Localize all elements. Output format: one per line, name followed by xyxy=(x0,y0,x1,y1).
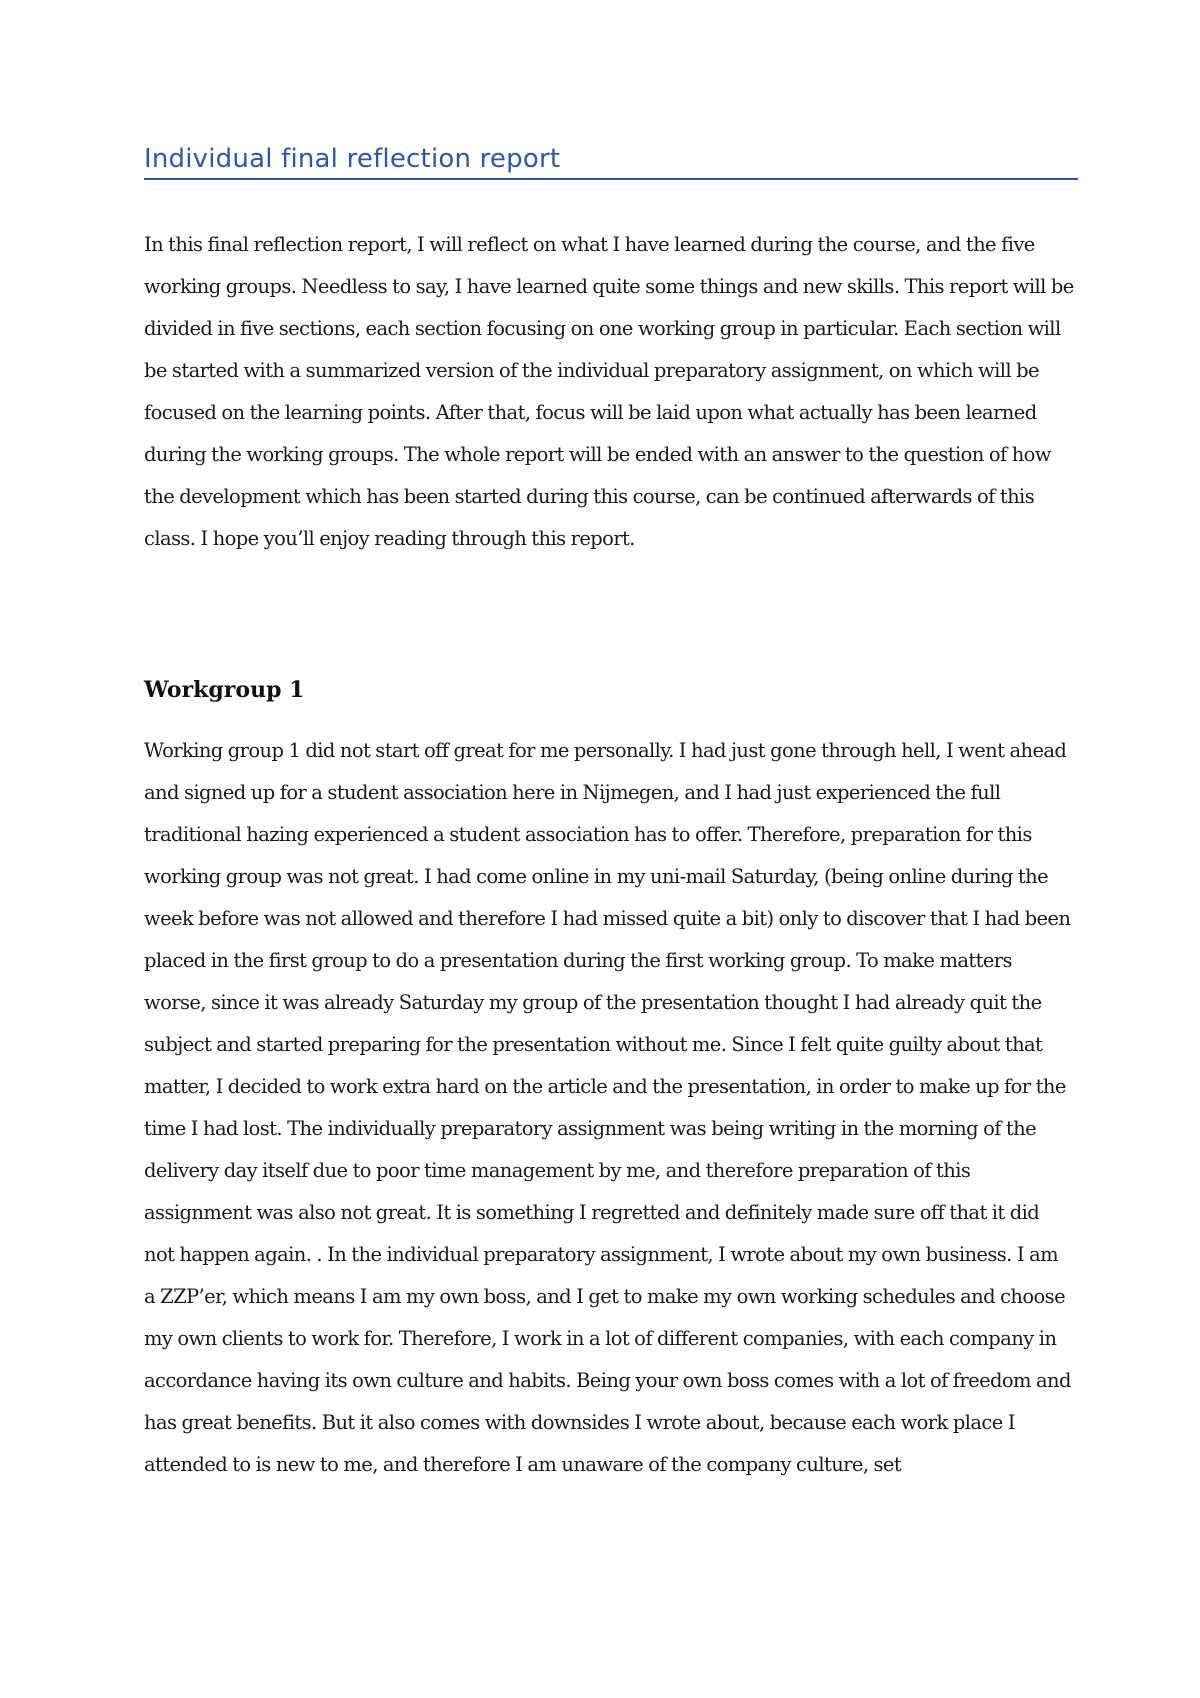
section-heading-workgroup-1: Workgroup 1 xyxy=(144,677,305,703)
intro-paragraph: In this final reflection report, I will reflect on what I have learned during the course, and the five working groups. Needless to say, I have learned quite some things and new skills. This report will be divided in five sections, each section focusing on one working group in particular. Each section will be started with a summarized version of the individual preparatory assignment, on which will be focused on the learning points. After that, focus will be laid upon what actually has been learned during the working groups. The whole report will be ended with an answer to the question of how the development which has been started during this course, can be continued afterwards of this class. I hope you’ll enjoy reading through this report. xyxy=(144,233,1074,550)
section-body-workgroup-1: Working group 1 did not start off great for me personally. I had just gone through hell, I went ahead and signed up for a student association here in Nijmegen, and I had just experienced the full traditional hazing experienced a student association has to offer. Therefore, preparation for this working group was not great. I had come online in my uni-mail Saturday, (being online during the week before was not allowed and therefore I had missed quite a bit) only to discover that I had been placed in the first group to do a presentation during the first working group. To make matters worse, since it was already Saturday my group of the presentation thought I had already quit the subject and started preparing for the presentation without me. Since I felt quite guilty about that matter, I decided to work extra hard on the article and the presentation, in order to make up for the time I had lost. The individually preparatory assignment was being writing in the morning of the delivery day itself due to poor time management by me, and therefore preparation of this assignment was also not great. It is something I regretted and definitely made sure off that it did not happen again. . In the individual preparatory assignment, I wrote about my own business. I am a ZZP’er, which means I am my own boss, and I get to make my own working schedules and choose my own clients to work for. Therefore, I work in a lot of different companies, with each company in accordance having its own culture and habits. Being your own boss comes with a lot of freedom and has great benefits. But it also comes with downsides I wrote about, because each work place I attended to is new to me, and therefore I am unaware of the company culture, set xyxy=(144,739,1071,1476)
document-title: Individual final reflection report xyxy=(144,144,561,174)
title-underline xyxy=(144,140,1078,180)
